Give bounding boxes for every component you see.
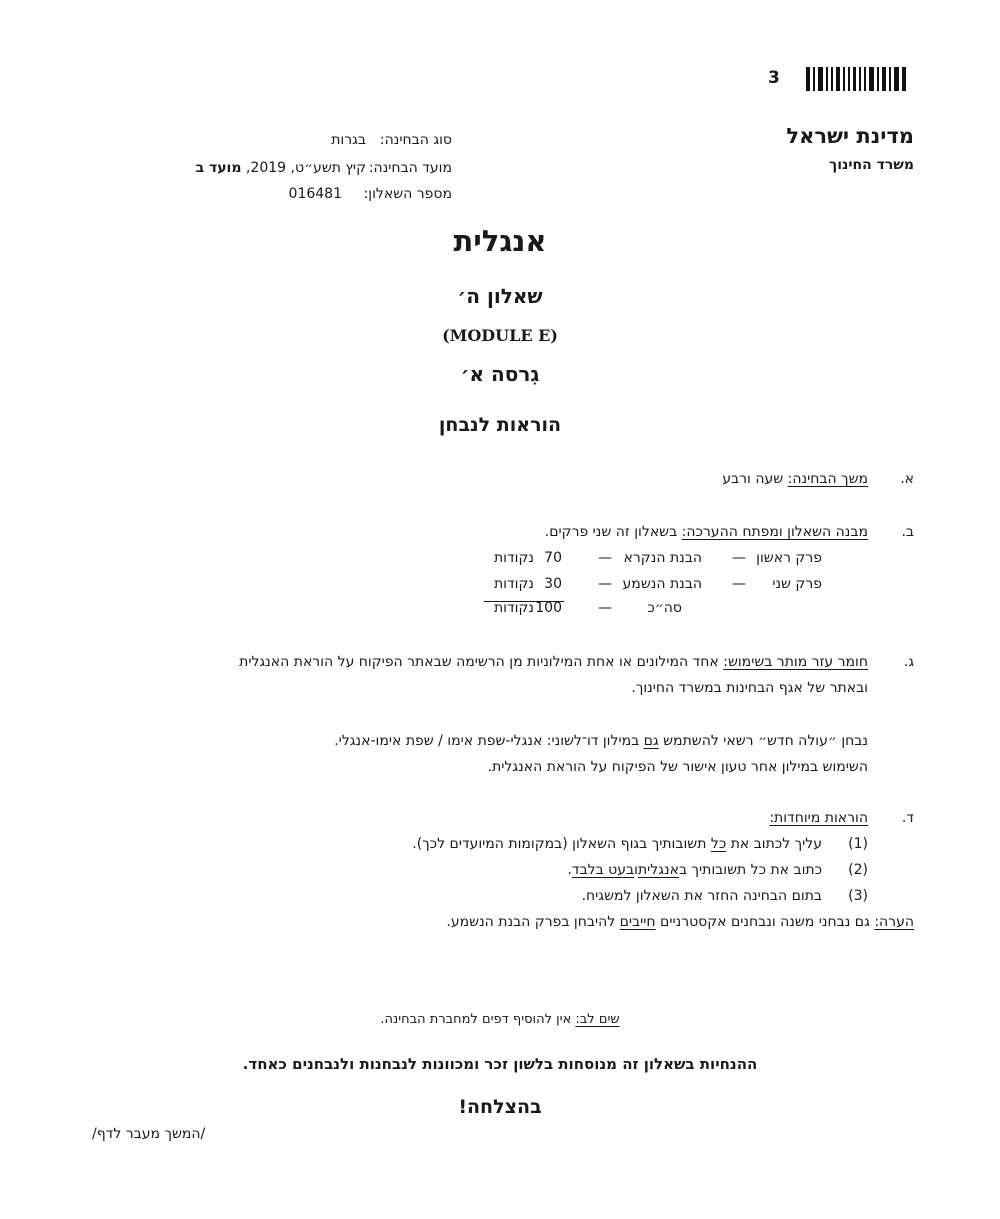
section-c-line4: השימוש במילון אחר טעון אישור של הפיקוח על הוראת האנגלית. (487, 759, 868, 775)
total-points: 100 (535, 600, 562, 616)
attention-text: אין להוסיף דפים למחברת הבחינה. (380, 1012, 572, 1027)
note-a: גם נבחני משנה ונבחנים אקסטרניים (660, 914, 870, 930)
note-label: הערה: (874, 914, 914, 930)
section-a-label: משך הבחינה: (787, 471, 868, 487)
note-line (446, 914, 914, 930)
section-c-line2: ובאתר של אגף הבחינות במשרד החינוך. (631, 680, 868, 696)
instructions-title: הוראות לנבחן (438, 414, 562, 436)
module-title: (MODULE E) (442, 326, 558, 345)
item1-u: כל (710, 836, 727, 852)
row2-unit: נקודות (493, 576, 534, 592)
attention-label: שים לב: (575, 1012, 620, 1027)
version-title: גִרסה א׳ (460, 362, 540, 386)
section-a-line (722, 471, 868, 487)
row1-part: פרק ראשון (756, 550, 822, 566)
section-c-line1 (239, 654, 868, 670)
row1-dash1: — (732, 550, 746, 566)
section-b-letter: ב. (901, 524, 914, 540)
section-c-line3-a: נבחן ״עולה חדש״ רשאי להשתמש (663, 733, 868, 749)
section-c-letter: ג. (903, 654, 914, 670)
continued-note: /המשך מעבר לדף/ (92, 1126, 206, 1142)
exam-type-label: סוג הבחינה: (379, 132, 452, 148)
row1-dash2: — (598, 550, 612, 566)
exam-date-label: מועד הבחינה: (368, 160, 452, 176)
row1-unit: נקודות (493, 550, 534, 566)
section-c-line3 (334, 733, 868, 749)
section-b-label: מבנה השאלון ומפתח ההערכה: (681, 524, 868, 540)
item2-num: (2) (848, 862, 868, 878)
section-a-letter: א. (900, 471, 914, 487)
item1-text (412, 836, 822, 852)
section-a-text: שעה ורבע (722, 471, 784, 487)
row2-dash1: — (732, 576, 746, 592)
total-unit: נקודות (493, 600, 534, 616)
section-b-line (545, 524, 868, 540)
gender-note: ההנחיות בשאלון זה מנוסחות בלשון זכר ומכוונות לנבחנות ולנבחנים כאחד. (242, 1055, 758, 1073)
item2-b: ו (634, 862, 638, 878)
item3-num: (3) (848, 888, 868, 904)
total-dash: — (598, 600, 612, 616)
exam-date-value (196, 160, 366, 176)
exam-type-value: בגרות (331, 132, 366, 148)
section-c-text1: אחד המילונים או אחת המילוניות מן הרשימה שבאתר הפיקוח על הוראת האנגלית (239, 654, 719, 670)
item2-u: אנגלית (637, 862, 679, 878)
note-b: להיבחן בפרק הבנת הנשמע. (446, 914, 616, 930)
section-c-label: חומר עזר מותר בשימוש: (723, 654, 868, 670)
item2-c: . (567, 862, 572, 878)
subject-title: אנגלית (453, 224, 547, 258)
section-c-line3-b: במילון דו־לשוני: אנגלי-שפת אימו / שפת אימו-אנגלי. (334, 733, 640, 749)
page-number: 3 (768, 68, 780, 88)
exam-date-text: קיץ תשע״ט, 2019, (245, 160, 366, 176)
item2-text (567, 862, 822, 878)
good-luck: בהצלחה! (458, 1096, 542, 1118)
section-b-text: בשאלון זה שני פרקים. (544, 524, 678, 540)
row2-dash2: — (598, 576, 612, 592)
row2-part: פרק שני (772, 576, 822, 592)
barcode (806, 67, 924, 91)
ministry-name: משרד החינוך (829, 157, 914, 173)
exam-number-label: מספר השאלון: (363, 186, 452, 202)
section-d-letter: ד. (901, 810, 914, 826)
questionnaire-title: שאלון ה׳ (457, 284, 543, 308)
exam-date-session: מועד ב (195, 160, 242, 176)
note-u: חייבים (619, 914, 656, 930)
section-c-line3-u: גם (643, 733, 659, 749)
row1-points: 70 (544, 550, 562, 566)
row2-name: הבנת הנשמע (622, 576, 702, 592)
item3-text: בתום הבחינה החזר את השאלון למשגיח. (581, 888, 822, 904)
exam-number-value: 016481 (288, 186, 342, 202)
attention-line (0, 1012, 1000, 1027)
section-d-label: הוראות מיוחדות: (769, 810, 868, 826)
item1-num: (1) (848, 836, 868, 852)
total-label: סה״כ (647, 600, 682, 616)
row2-points: 30 (544, 576, 562, 592)
item2-u2: בעט בלבד (571, 862, 635, 878)
item1-a: עליך לכתוב את (730, 836, 822, 852)
item1-b: תשובותיך בגוף השאלון (במקומות המיועדים לכך). (412, 836, 707, 852)
state-name: מדינת ישראל (786, 124, 914, 148)
item2-a: כתוב את כל תשובותיך ב (678, 862, 822, 878)
row1-name: הבנת הנקרא (623, 550, 702, 566)
